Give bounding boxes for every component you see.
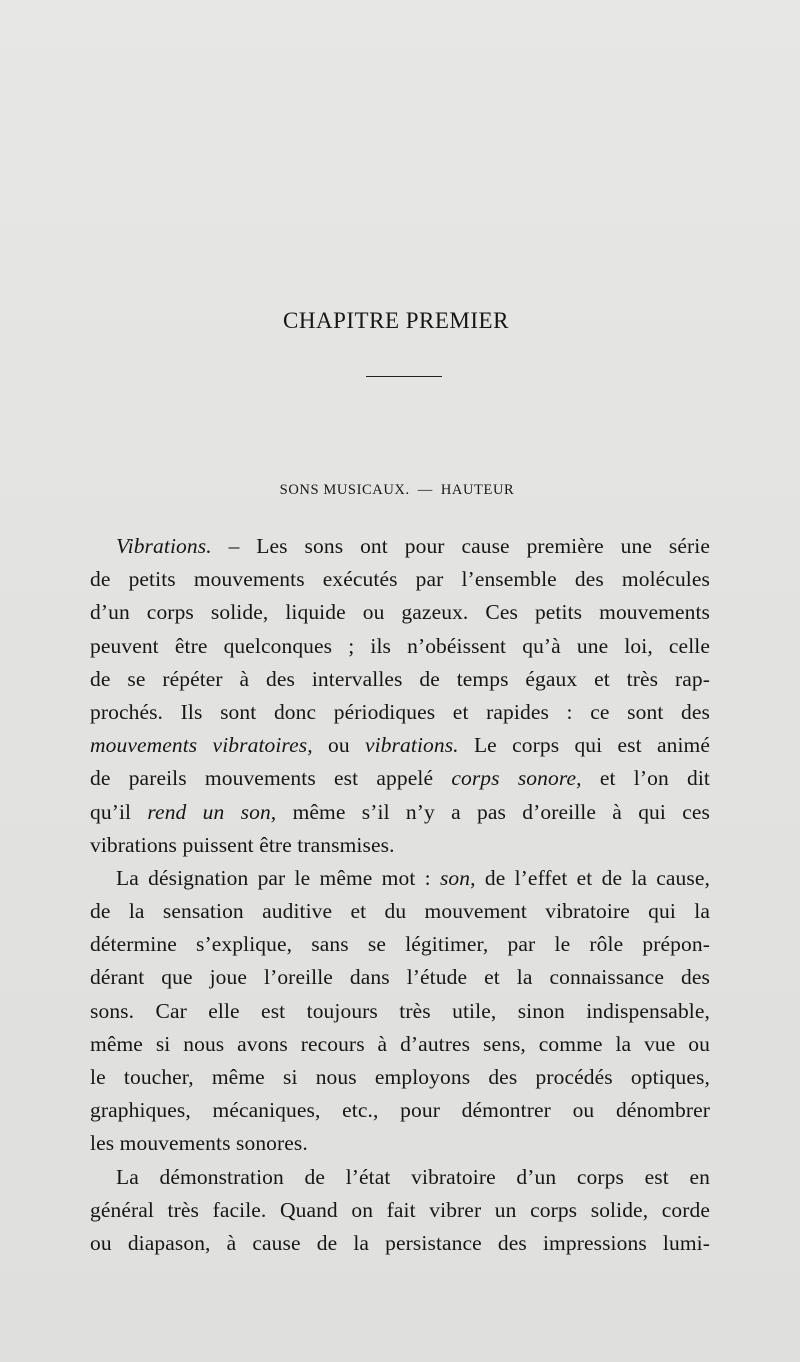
text-span: qu’il — [90, 799, 148, 824]
paragraph-1-line-6: prochés. Ils sont donc périodiques et rapides : ce sont des — [90, 699, 710, 724]
paragraph-1-line-4: peuvent être quelconques ; ils n’obéissent qu’à une loi, celle — [90, 633, 710, 658]
paragraph-1-line-2: de petits mouvements exécutés par l’ensemble des molécules — [90, 567, 710, 592]
italic-term: son, — [439, 865, 476, 890]
paragraph-2-line-6: même si nous avons recours à d’autres sens, comme la vue ou — [90, 1031, 710, 1056]
italic-term: rend un son, — [147, 799, 277, 824]
text-span: et l’on dit — [581, 766, 711, 791]
paragraph-3-line-1: La démonstration de l’état vibratoire d’un corps est en — [116, 1164, 710, 1189]
paragraph-3-line-2: général très facile. Quand on fait vibrer un corps solide, corde — [90, 1197, 710, 1222]
paragraph-2-line-1 — [90, 862, 710, 895]
paragraph-2-line-2: de la sensation auditive et du mouvement vibratoire qui la — [90, 899, 710, 924]
paragraph-1-line-7 — [90, 729, 710, 762]
paragraph-2-line-8: graphiques, mécaniques, etc., pour démontrer ou dénombrer — [90, 1098, 710, 1123]
text-span: ou — [312, 733, 365, 758]
paragraph-1-line-8 — [90, 762, 710, 795]
text-span: La désignation par le même mot : — [116, 865, 440, 890]
paragraph-2-line-7: le toucher, même si nous employons des procédés optiques, — [90, 1065, 710, 1089]
paragraph-2-line-5: sons. Car elle est toujours très utile, sinon indispensable, — [90, 998, 710, 1023]
paragraph-1-line-5: de se répéter à des intervalles de temps égaux et très rap- — [90, 666, 710, 691]
run-in-heading: Vibrations. — [116, 534, 212, 558]
italic-term: vibrations. — [364, 733, 459, 758]
italic-term: mouvements vibratoires, — [90, 733, 313, 758]
section-heading — [0, 482, 797, 499]
paragraph-1-line-10: vibrations puissent être transmises. — [90, 832, 395, 857]
text-span: même s’il n’y a pas d’oreille à qui ces — [276, 799, 710, 824]
paragraph-2-line-4: dérant que joue l’oreille dans l’étude et la connaissance des — [90, 965, 710, 990]
chapter-title: CHAPITRE PREMIER — [283, 308, 509, 333]
text-span: Le corps qui est animé — [458, 733, 711, 758]
paragraph-1-line-3: d’un corps solide, liquide ou gazeux. Ces petits mouvements — [90, 600, 710, 625]
paragraph-2-line-3: détermine s’explique, sans se légitimer, par le rôle prépon- — [90, 932, 710, 957]
section-heading-right: HAUTEUR — [440, 482, 515, 498]
text-span: de l’effet et de la cause, — [475, 865, 710, 890]
paragraph-2-line-9: les mouvements sonores. — [90, 1131, 308, 1156]
body-text — [90, 530, 710, 1260]
title-rule — [366, 376, 442, 377]
paragraph-3-line-3: ou diapason, à cause de la persistance des impressions lumi- — [90, 1230, 710, 1255]
section-heading-dash: — — [417, 482, 433, 498]
section-heading-left: SONS MUSICAUX. — [279, 482, 410, 498]
paragraph-1-line-1 — [90, 530, 710, 563]
italic-term: corps sonore, — [451, 766, 582, 791]
text-span: – Les sons ont pour cause première une série — [211, 534, 710, 558]
paragraph-1-line-9 — [90, 796, 710, 829]
text-span: de pareils mouvements est appelé — [90, 766, 452, 791]
